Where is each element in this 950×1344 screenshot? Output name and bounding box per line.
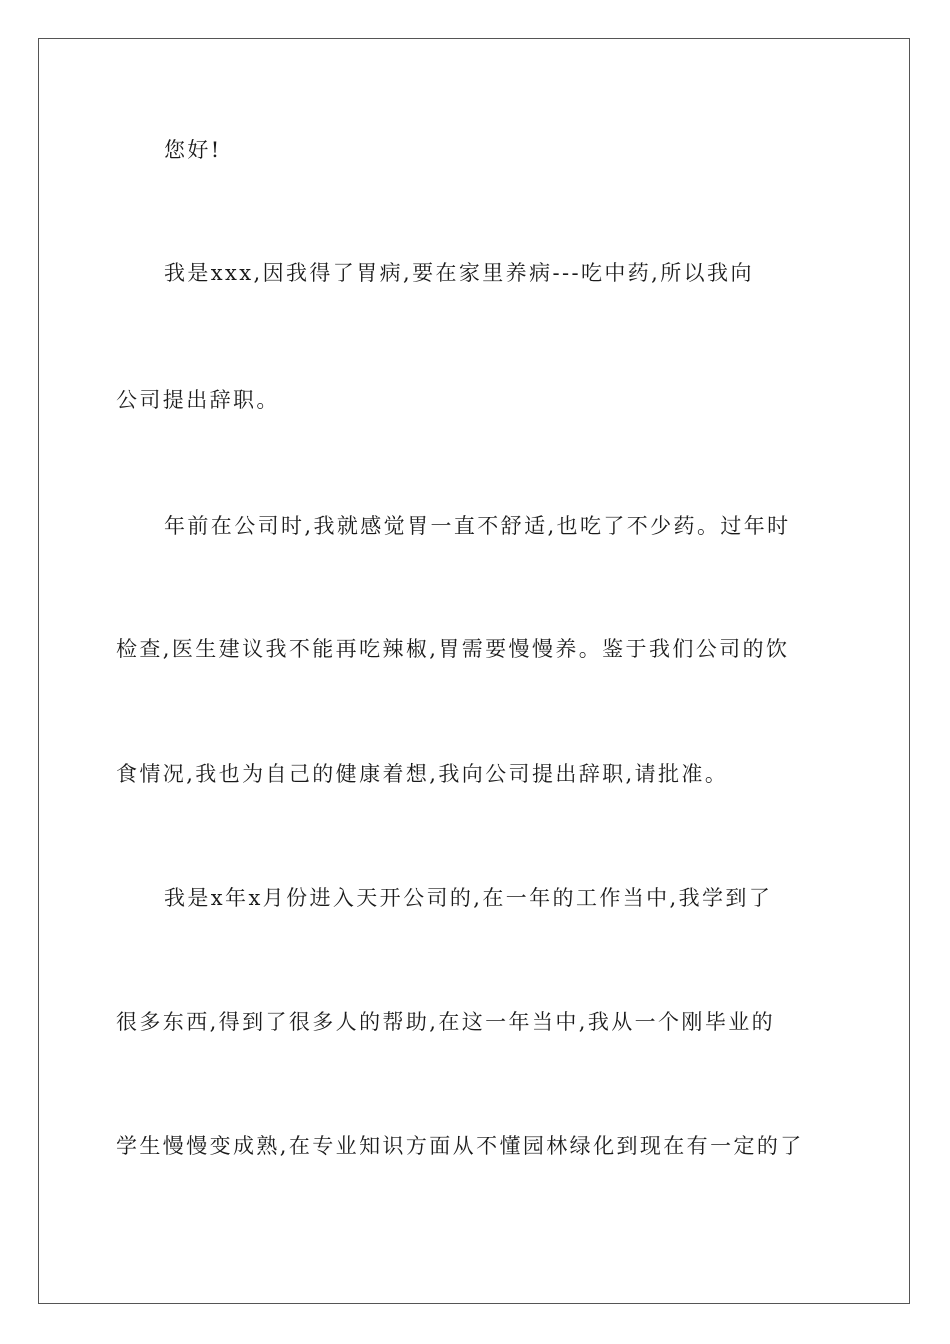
greeting-line: 您好! — [164, 138, 222, 162]
paragraph-2-line-2: 检查,医生建议我不能再吃辣椒,胃需要慢慢养。鉴于我们公司的饮 — [116, 637, 790, 661]
paragraph-1-line-1: 我是xxx,因我得了胃病,要在家里养病---吃中药,所以我向 — [164, 261, 754, 285]
paragraph-3-line-3: 学生慢慢变成熟,在专业知识方面从不懂园林绿化到现在有一定的了 — [116, 1134, 804, 1158]
paragraph-3-line-2: 很多东西,得到了很多人的帮助,在这一年当中,我从一个刚毕业的 — [116, 1010, 776, 1034]
paragraph-3-line-1: 我是x年x月份进入天开公司的,在一年的工作当中,我学到了 — [164, 886, 773, 910]
paragraph-2-line-3: 食情况,我也为自己的健康着想,我向公司提出辞职,请批准。 — [116, 762, 729, 786]
paragraph-1-line-2: 公司提出辞职。 — [116, 388, 280, 412]
page-border — [38, 38, 910, 1304]
paragraph-2-line-1: 年前在公司时,我就感觉胃一直不舒适,也吃了不少药。过年时 — [164, 514, 791, 538]
